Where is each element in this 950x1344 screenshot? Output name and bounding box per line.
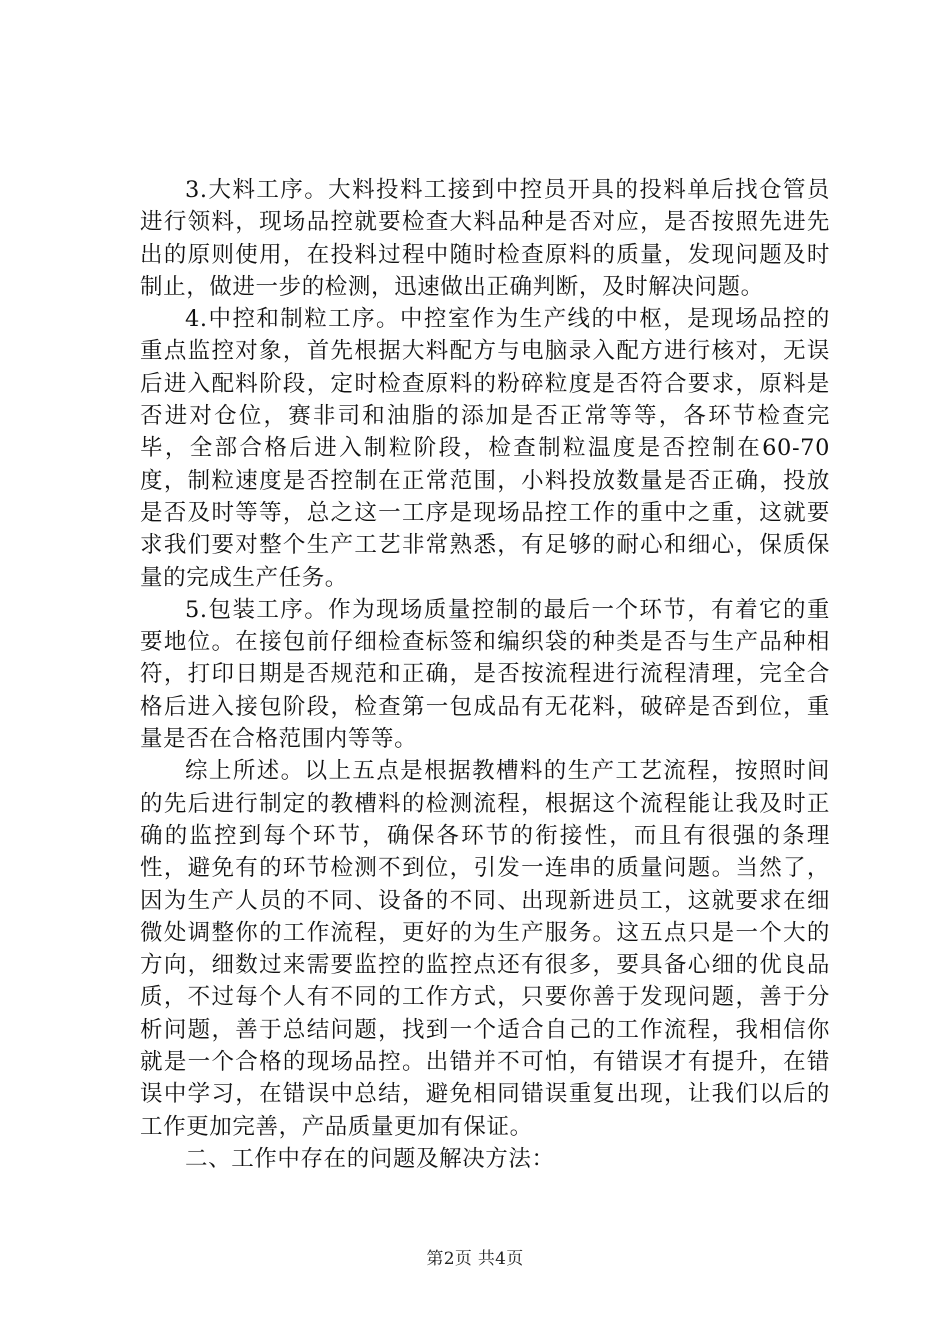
document-body bbox=[140, 174, 830, 1175]
paragraph-summary: 综上所述。以上五点是根据教槽料的生产工艺流程，按照时间的先后进行制定的教槽料的检测流程，根据这个流程能让我及时正确的监控到每个环节，确保各环节的衔接性，而且有很强的条理性，避免有的环节检测不到位，引发一连串的质量问题。当然了，因为生产人员的不同、设备的不同、出现新进员工，这就要求在细微处调整你的工作流程，更好的为生产服务。这五点只是一个大的方向，细数过来需要监控的监控点还有很多，要具备心细的优良品质，不过每个人有不同的工作方式，只要你善于发现问题，善于分析问题，善于总结问题，找到一个适合自己的工作流程，我相信你就是一个合格的现场品控。出错并不可怕，有错误才有提升，在错误中学习，在错误中总结，避免相同错误重复出现，让我们以后的工作更加完善，产品质量更加有保证。 bbox=[140, 758, 830, 1140]
page-number-footer: 第2页 共4页 bbox=[426, 1249, 524, 1269]
paragraph-control-pelleting-process: 4.中控和制粒工序。中控室作为生产线的中枢，是现场品控的重点监控对象，首先根据大料配方与电脑录入配方进行核对，无误后进入配料阶段，定时检查原料的粉碎粒度是否符合要求，原料是否进对仓位，赛非司和油脂的添加是否正常等等，各环节检查完毕，全部合格后进入制粒阶段，检查制粒温度是否控制在60-70度，制粒速度是否控制在正常范围，小料投放数量是否正确，投放是否及时等等，总之这一工序是现场品控工作的重中之重，这就要求我们要对整个生产工艺非常熟悉，有足够的耐心和细心，保质保量的完成生产任务。 bbox=[140, 306, 830, 591]
paragraph-packaging-process: 5.包装工序。作为现场质量控制的最后一个环节，有着它的重要地位。在接包前仔细检查标签和编织袋的种类是否与生产品种相符，打印日期是否规范和正确，是否按流程进行流程清理，完全合格后进入接包阶段，检查第一包成品有无花料，破碎是否到位，重量是否在合格范围内等等。 bbox=[140, 596, 830, 753]
paragraph-batching-process: 3.大料工序。大料投料工接到中控员开具的投料单后找仓管员进行领料，现场品控就要检查大料品种是否对应，是否按照先进先出的原则使用，在投料过程中随时检查原料的质量，发现问题及时制止，做进一步的检测，迅速做出正确判断，及时解决问题。 bbox=[140, 177, 830, 300]
section-heading-problems-solutions: 二、工作中存在的问题及解决方法： bbox=[185, 1145, 555, 1172]
